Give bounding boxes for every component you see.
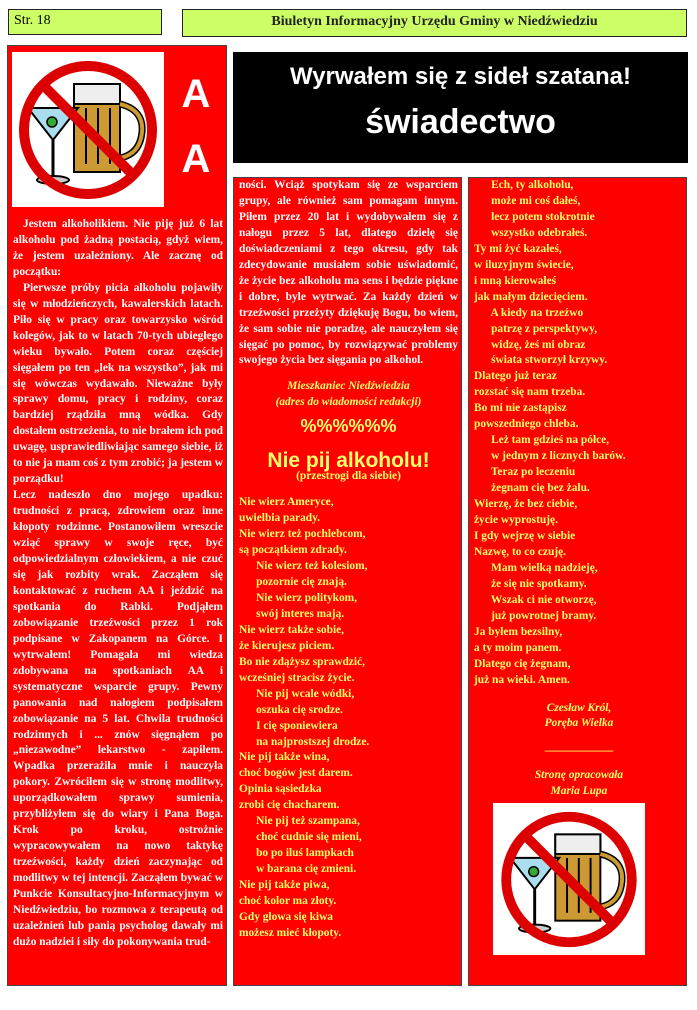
right-article-text <box>474 178 684 800</box>
poem-line: powszedniego chleba. <box>474 418 579 431</box>
poem-line: Nie pij też szampana, <box>239 815 360 828</box>
poem-line: już na wieki. Amen. <box>474 673 570 686</box>
poem-line: Bo nie zdążysz sprawdzić, <box>239 655 365 668</box>
poem-line: w iluzyjnym świecie, <box>474 258 574 271</box>
poem-line: jak małym dziecięciem. <box>474 290 588 303</box>
poem-line: Wszak ci nie otworzę, <box>474 593 597 606</box>
poem-line: żegnam cię bez żalu. <box>474 482 590 495</box>
poem-line: w jednym z licznych barów. <box>474 450 626 463</box>
left-paragraph-1: Jestem alkoholikiem. Nie piję już 6 lat alkoholu pod żadną postacią, gdyż wiem, że jestem uzależniony. Ale zacznę od początku: <box>13 218 223 278</box>
poem-line: Wierzę, że bez ciebie, <box>474 498 578 511</box>
poem-line: Gdy głowa się kiwa <box>239 910 333 923</box>
poem-line: Nazwę, to co czuję. <box>474 545 567 558</box>
poem-line: Teraz po leczeniu <box>474 466 576 479</box>
poem-part-1 <box>239 495 458 942</box>
article-subtitle: świadectwo <box>365 103 556 141</box>
poem-line: Nie wierz też pochlebcom, <box>239 528 366 541</box>
publication-title: Biuletyn Informacyjny Urzędu Gminy w Niedźwiedziu <box>182 9 687 37</box>
aa-letter-1: A <box>181 72 211 116</box>
poem-line: bo po iluś lampkach <box>239 847 354 860</box>
poem-line: Nie pij wcale wódki, <box>239 687 355 700</box>
poem-line: widzę, żeś mi obraz <box>474 338 586 351</box>
poem-subtitle: (przestrogi dla siebie) <box>296 470 401 483</box>
poem-line: a ty moim panem. <box>474 641 562 654</box>
left-paragraph-2: Pierwsze próby picia alkoholu pojawiły się w młodzieńczych, kawalerskich latach. Piło się w pracy oraz towarzysko wśród kolegów, jak to w latach 70-tych ubiegłego wieku bywało. Potem coraz częściej sięgałem po ten „lek na wszystko”, jak mi się wówczas wydawało. Nieważne były sprawy domu, pracy i rodziny, coraz bardziej rządziła mną wódka. Gdy dostałem ostrzeżenia, to nie brałem ich pod uwagę, usprawiedliwiając samego siebie, iż to nie ja mam coś z tym zrobić; ja jestem w porządku! <box>13 281 223 486</box>
poet-place: Poręba Wielka <box>544 717 614 730</box>
title-banner <box>233 52 688 163</box>
poem-line: oszuka cię srodze. <box>239 703 343 716</box>
poem-line: już powrotnej bramy. <box>474 609 597 622</box>
poem-line: Leż tam gdzieś na półce, <box>474 434 610 447</box>
aa-letter-2: A <box>181 137 211 181</box>
left-article-text <box>13 217 223 951</box>
page-number: Str. 18 <box>8 9 162 35</box>
poem-line: lecz potem stokrotnie <box>474 210 595 223</box>
poem-line: są początkiem zdrady. <box>239 544 347 557</box>
poem-line: Nie wierz Ameryce, <box>239 496 334 509</box>
poem-line: Nie pij także wina, <box>239 751 330 764</box>
poem-line: możesz mieć kłopoty. <box>239 926 342 939</box>
middle-article-text <box>239 178 458 942</box>
poem-line: Opinia sąsiedzka <box>239 783 322 796</box>
poem-line: Ja byłem bezsilny, <box>474 625 563 638</box>
poem-line: świata stworzył krzywy. <box>474 354 608 367</box>
author-signature: Mieszkaniec Niedźwiedzia <box>287 380 410 393</box>
poem-line: choć bogów jest darem. <box>239 767 353 780</box>
poem-line: I gdy wejrzę w siebie <box>474 529 576 542</box>
poem-line: Mam wielką nadzieję, <box>474 561 598 574</box>
section-separator: %%%%%% <box>300 416 397 437</box>
poem-line: pozornie cię znają. <box>239 575 347 588</box>
poem-line: Nie wierz też kolesiom, <box>239 560 368 573</box>
poem-line: Bo mi nie zastąpisz <box>474 402 567 415</box>
no-alcohol-icon <box>493 803 645 955</box>
article-title: Wyrwałem się z sideł szatana! <box>289 63 632 90</box>
poem-line: Nie wierz także sobie, <box>239 623 345 636</box>
poem-line: choć cudnie się mieni, <box>239 831 362 844</box>
poem-line: Dlatego cię żegnam, <box>474 657 571 670</box>
poem-line: wcześniej stracisz życie. <box>239 671 355 684</box>
poem-line: i mną kierowałeś <box>474 274 557 287</box>
poem-line: życie wyprostuję. <box>474 514 558 527</box>
no-alcohol-icon <box>12 52 164 207</box>
poem-title: Nie pij alkoholu! <box>267 449 430 473</box>
poem-line: że kierujesz piciem. <box>239 639 335 652</box>
poem-line: Ty mi żyć kazałeś, <box>474 242 562 255</box>
poem-line: patrzę z perspektywy, <box>474 322 598 335</box>
middle-article-column <box>233 177 462 986</box>
poem-line: Nie wierz politykom, <box>239 591 357 604</box>
poem-line: I cię sponiewiera <box>239 719 338 732</box>
poem-line: swój interes mają. <box>239 607 345 620</box>
right-article-column <box>468 177 687 986</box>
poem-line: Ech, ty alkoholu, <box>474 179 574 191</box>
poem-line: może mi coś dałeś, <box>474 194 581 207</box>
prepared-by-name: Maria Lupa <box>550 785 608 798</box>
middle-paragraph: ności. Wciąż spotykam się ze wsparciem grupy, ale również sam pomagam innym. Piłem przez 20 lat i wydobywałem się z nałogu przez 5 lat, dlatego dzielę się doświadczeniami z tego okresu, gdy tak zdecydowanie musiałem sobie uświadomić, że życie bez alkoholu ma sens i będzie piękne i dobre, byle wytrwać. Za każdy dzień w trzeźwości przeżyty dziękuję Bogu, bo wiem, że sam sobie nie poradzę, ale nauczyłem się sięgać po pomoc, by rozwiązywać problemy swojego życia bez sięgania po alkohol. <box>239 179 458 367</box>
left-article-column <box>7 45 227 986</box>
poem-line: choć kolor ma złoty. <box>239 895 337 908</box>
left-paragraph-3: Lecz nadeszło dno mojego upadku: trudności z pracą, zdrowiem oraz inne kłopoty rodzinne. Postanowiłem wreszcie wziąć sprawy w swoje ręce, być odpowiedzialnym człowiekiem, a nie czuć się jak rozbity wrak. Zacząłem się kontaktować z ruchem AA i jeździć na spotkania do Rabki. Podjąłem zobowiązanie trzeźwości przez 1 rok podpisane w Zakopanem na Górce. I wytrwałem! Pomagała mi wiedza zdobywana na spotkaniach AA i systematyczne wsparcie grupy. Pewny panowania nad nałogiem podpisałem zobowiązanie na 5 lat. Chwila trudności rodzinnych i ... znów sięgnąłem po „niezawodne” lekarstwo - zapiłem. Wpadka przerażiła mnie i nauczyła pokory. Zwróciłem się w stronę modlitwy, uporządkowałem sprawy sumienia, przybliżyłem się do wiary i Pana Boga. Krok po kroku, ostrożnie wypracowywałem na nowo taktykę trzeźwości, każdy dzień zaczynając od modlitwy w tej intencji. Zacząłem bywać w Punkcie Konsultacyjno-Informacyjnym w Niedźwiedziu, bo rozmowa z terapeutą od uzależnień lub panią psycholog dawały mi dużo nadziei i siły do pokonywania trud- <box>13 489 223 948</box>
poem-line: Nie pij także piwa, <box>239 879 330 892</box>
poem-line: uwielbia parady. <box>239 512 321 525</box>
poem-line: że się nie spotkamy. <box>474 577 587 590</box>
poet-name: Czesław Król, <box>546 701 612 714</box>
poem-part-2 <box>474 178 684 689</box>
poem-line: na najprostszej drodze. <box>239 735 370 748</box>
poem-line: wszystko odebrałeś. <box>474 226 588 239</box>
poem-line: zrobi cię chacharem. <box>239 799 340 812</box>
poem-line: rozstać się nam trzeba. <box>474 386 586 399</box>
divider-line: ____________ <box>544 741 614 754</box>
poem-line: Dlatego już teraz <box>474 370 557 383</box>
prepared-by-label: Stronę opracowała <box>534 769 624 782</box>
author-note: (adres do wiadomości redakcji) <box>275 396 422 409</box>
poem-line: A kiedy na trzeźwo <box>474 306 584 319</box>
poem-line: w barana cię zmieni. <box>239 863 357 876</box>
